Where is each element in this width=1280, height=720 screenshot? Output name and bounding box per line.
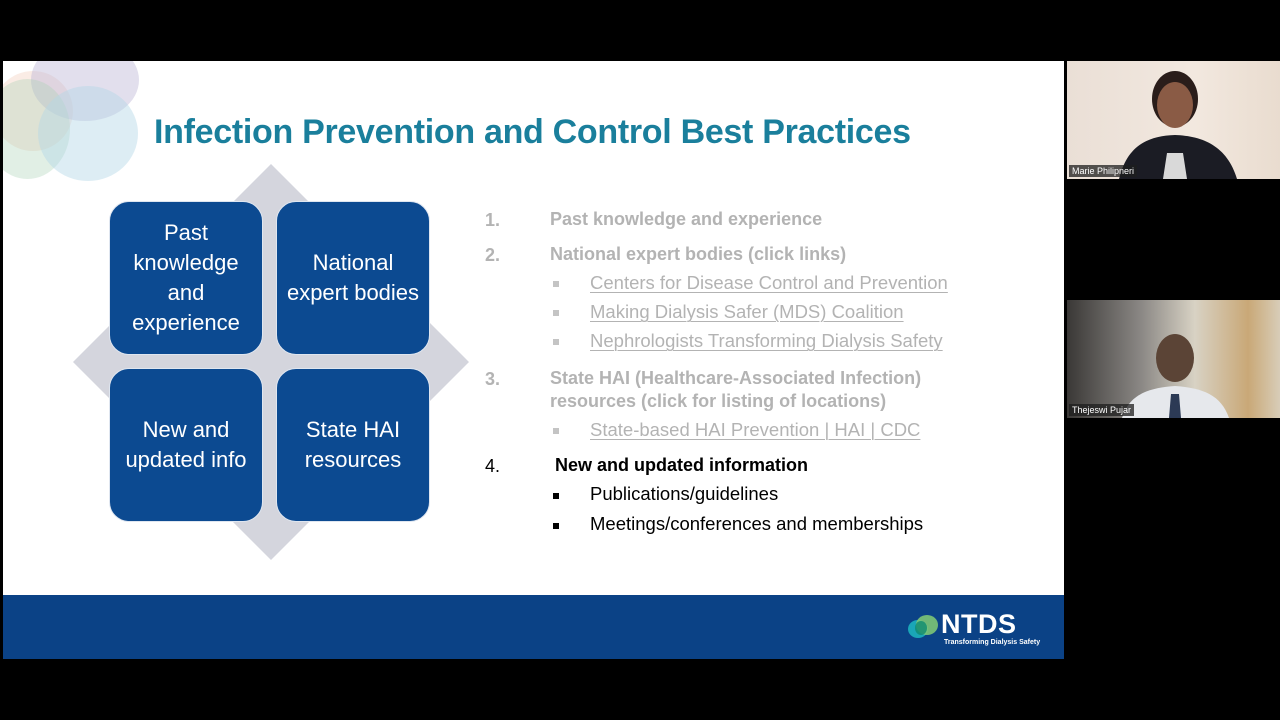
slide-title: Infection Prevention and Control Best Practices [154,113,911,151]
tile-label: Past knowledge and experience [132,220,240,335]
tile-new-updated-info [109,368,263,522]
tile-label: New and updated info [125,417,247,472]
list-number: 2. [485,245,501,265]
tile-national-expert-bodies [276,201,430,355]
bullet-meetings: Meetings/conferences and memberships [590,513,924,534]
link-mds-coalition[interactable]: Making Dialysis Safer (MDS) Coalition [590,301,904,322]
decorative-circles [3,61,143,181]
list-item-state-hai-line2: resources (click for listing of locations) [550,391,887,411]
bullet-icon [553,339,559,345]
bullet-icon [553,428,559,434]
link-cdc[interactable]: Centers for Disease Control and Prevention [590,272,948,293]
list-number: 1. [485,210,501,230]
slide-footer [3,595,1064,659]
tile-label: National expert bodies [286,250,420,305]
presentation-slide [3,61,1064,659]
list-number: 4. [485,456,501,476]
participant-video-2[interactable] [1067,300,1280,418]
tile-state-hai-resources [276,368,430,522]
ntds-logo [906,609,1041,649]
participant-name: Marie Philipneri [1069,165,1137,177]
tile-past-knowledge [109,201,263,355]
tile-label: State HAI resources [304,417,402,472]
list-number: 3. [485,369,501,389]
bullet-icon [553,310,559,316]
list-item-national-expert-bodies: National expert bodies (click links) [550,244,847,264]
bullet-publications: Publications/guidelines [590,483,779,504]
bullet-icon [553,523,559,529]
bullet-icon [553,493,559,499]
list-item-state-hai-line1: State HAI (Healthcare-Associated Infection) [550,368,922,388]
link-state-hai-cdc[interactable]: State-based HAI Prevention | HAI | CDC [590,419,921,440]
bullet-icon [553,281,559,287]
link-ntds[interactable]: Nephrologists Transforming Dialysis Safety [590,330,943,351]
list-item-new-updated-info: New and updated information [555,455,809,475]
participant-name: Thejeswi Pujar [1069,404,1134,416]
logo-text: NTDS [941,609,1017,639]
participant-video-1[interactable] [1067,61,1280,179]
person-silhouette-icon [1067,61,1280,179]
list-item-past-knowledge: Past knowledge and experience [550,209,823,229]
ntds-logo-icon [906,613,940,643]
logo-tagline: Transforming Dialysis Safety [944,639,1041,646]
person-silhouette-icon [1067,300,1280,418]
